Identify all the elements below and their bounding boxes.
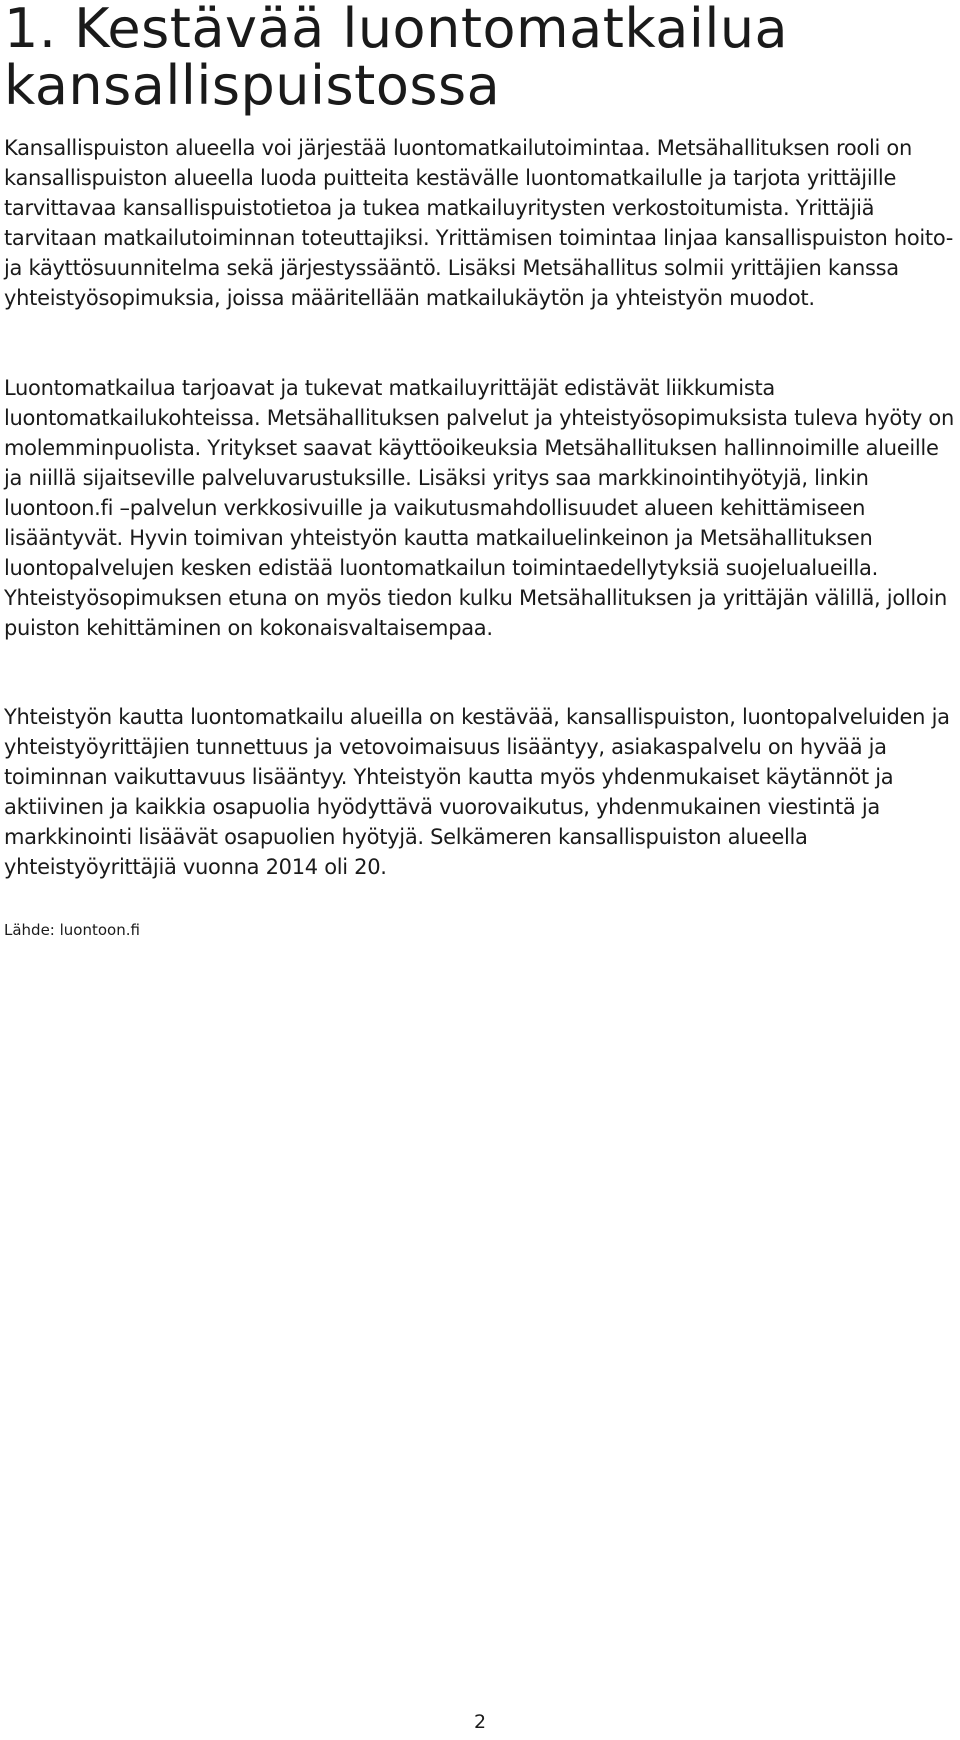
page-title bbox=[4, 0, 956, 117]
document-page bbox=[4, 0, 956, 939]
body-paragraph-2: Luontomatkailua tarjoavat ja tukevat matkailuyrittäjät edistävät liikkumista luontomatkailukohteissa. Metsähallituksen palvelut ja yhteistyösopimuksista tuleva hyöty on molemminpuolista. Yritykset saavat käyttöoikeuksia Metsähallituksen hallinnoimille alueille ja niillä sijaitseville palveluvarustuksille. Lisäksi yritys saa markkinointihyötyjä, linkin luontoon.fi –palvelun verkkosivuille ja vaikutusmahdollisuudet alueen kehittämiseen lisääntyvät. Hyvin toimivan yhteistyön kautta matkailuelinkeinon ja Metsähallituksen luontopalvelujen kesken edistää luontomatkailun toimintaedellytyksiä suojelualueilla. Yhteistyösopimuksen etuna on myös tiedon kulku Metsähallituksen ja yrittäjän välillä, jolloin puiston kehittäminen on kokonaisvaltaisempaa. bbox=[4, 376, 954, 640]
page-title-line-2: kansallispuistossa bbox=[4, 54, 501, 117]
page-number: 2 bbox=[473, 1711, 487, 1733]
source-note: Lähde: luontoon.fi bbox=[4, 921, 140, 939]
page-title-line-1: 1. Kestävää luontomatkailua bbox=[4, 0, 789, 60]
body-paragraph-3: Yhteistyön kautta luontomatkailu alueilla on kestävää, kansallispuiston, luontopalveluiden ja yhteistyöyrittäjien tunnettuus ja vetovoimaisuus lisääntyy, asiakaspalvelu on hyvää ja toiminnan vaikuttavuus lisääntyy. Yhteistyön kautta myös yhdenmukaiset käytännöt ja aktiivinen ja kaikkia osapuolia hyödyttävä vuorovaikutus, yhdenmukainen viestintä ja markkinointi lisäävät osapuolien hyötyjä. Selkämeren kansallispuiston alueella yhteistyöyrittäjiä vuonna 2014 oli 20. bbox=[4, 705, 950, 879]
body-paragraph-1: Kansallispuiston alueella voi järjestää luontomatkailutoimintaa. Metsähallituksen rooli on kansallispuiston alueella luoda puitteita kestävälle luontomatkailulle ja tarjota yrittäjille tarvittavaa kansallispuistotietoa ja tukea matkailuyritysten verkostoitumista. Yrittäjiä tarvitaan matkailutoiminnan toteuttajiksi. Yrittämisen toimintaa linjaa kansallispuiston hoito- ja käyttösuunnitelma sekä järjestyssääntö. Lisäksi Metsähallitus solmii yrittäjien kanssa yhteistyösopimuksia, joissa määritellään matkailukäytön ja yhteistyön muodot. bbox=[4, 136, 954, 310]
